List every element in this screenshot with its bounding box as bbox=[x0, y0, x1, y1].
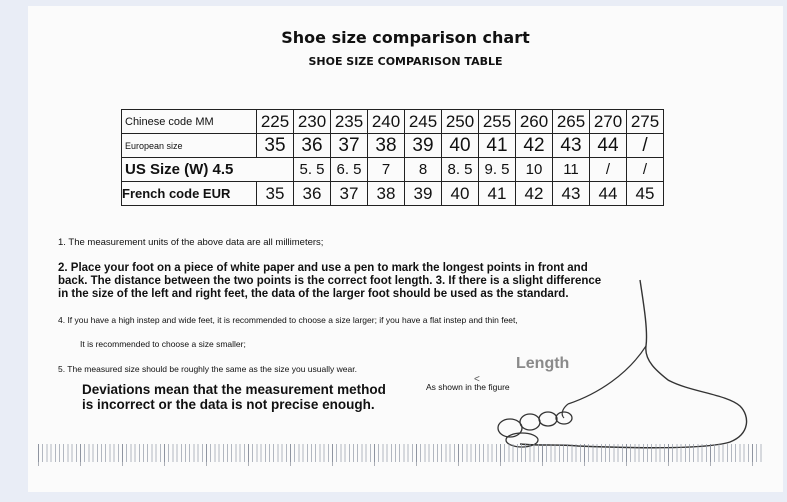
size-row-label: Chinese code MM bbox=[122, 110, 257, 134]
size-row-label: European size bbox=[122, 134, 257, 158]
foot-outline-illustration bbox=[468, 276, 768, 451]
deviation-note bbox=[82, 382, 386, 412]
size-table bbox=[121, 109, 664, 206]
size-cell: 38 bbox=[368, 134, 405, 158]
size-cell: 41 bbox=[479, 134, 516, 158]
size-cell: 40 bbox=[442, 182, 479, 206]
size-cell: 42 bbox=[516, 182, 553, 206]
size-cell: 36 bbox=[294, 182, 331, 206]
size-cell: 11 bbox=[553, 158, 590, 182]
size-cell: 10 bbox=[516, 158, 553, 182]
size-table-row bbox=[122, 158, 664, 182]
size-cell: 7 bbox=[368, 158, 405, 182]
page-subtitle: SHOE SIZE COMPARISON TABLE bbox=[308, 55, 503, 68]
size-cell: 240 bbox=[368, 110, 405, 134]
length-arrow-icon: < bbox=[474, 374, 480, 385]
size-cell: 42 bbox=[516, 134, 553, 158]
note-2-line-1: 2. Place your foot on a piece of white paper and use a pen to mark the longest points in front and bbox=[58, 262, 588, 274]
size-cell: 265 bbox=[553, 110, 590, 134]
size-cell: 39 bbox=[405, 182, 442, 206]
size-cell: 38 bbox=[368, 182, 405, 206]
size-cell: 275 bbox=[627, 110, 664, 134]
size-cell: 225 bbox=[257, 110, 294, 134]
size-cell: 40 bbox=[442, 134, 479, 158]
size-cell: 37 bbox=[331, 134, 368, 158]
size-cell: 37 bbox=[331, 182, 368, 206]
figure-caption: As shown in the figure bbox=[426, 382, 510, 392]
page-title: Shoe size comparison chart bbox=[281, 28, 530, 47]
ruler-major-ticks bbox=[38, 444, 763, 466]
size-cell: 44 bbox=[590, 182, 627, 206]
size-cell: 43 bbox=[553, 134, 590, 158]
size-table-row bbox=[122, 134, 664, 158]
size-cell: 250 bbox=[442, 110, 479, 134]
note-4: 4. If you have a high instep and wide feet, it is recommended to choose a size larger; if you have a flat instep and thin feet, bbox=[58, 315, 518, 325]
deviation-note-line-2: is incorrect or the data is not precise enough. bbox=[82, 397, 375, 412]
size-cell: 35 bbox=[257, 134, 294, 158]
note-4-continued: It is recommended to choose a size smaller; bbox=[80, 339, 246, 349]
size-cell: / bbox=[627, 158, 664, 182]
note-2-line-3: in the size of the left and right feet, the data of the larger foot should be used as the standard. bbox=[58, 288, 569, 300]
size-cell: 5. 5 bbox=[294, 158, 331, 182]
size-chart-sheet bbox=[28, 6, 783, 492]
size-cell: 255 bbox=[479, 110, 516, 134]
size-cell: 8. 5 bbox=[442, 158, 479, 182]
size-table-row bbox=[122, 110, 664, 134]
size-cell: 39 bbox=[405, 134, 442, 158]
note-1: 1. The measurement units of the above data are all millimeters; bbox=[58, 237, 324, 248]
size-cell: 36 bbox=[294, 134, 331, 158]
size-cell: / bbox=[590, 158, 627, 182]
size-cell: 245 bbox=[405, 110, 442, 134]
size-cell: 43 bbox=[553, 182, 590, 206]
size-cell: 9. 5 bbox=[479, 158, 516, 182]
size-cell: 45 bbox=[627, 182, 664, 206]
note-5: 5. The measured size should be roughly the same as the size you usually wear. bbox=[58, 364, 357, 374]
size-cell: 270 bbox=[590, 110, 627, 134]
size-cell bbox=[257, 158, 294, 182]
size-cell: 8 bbox=[405, 158, 442, 182]
size-cell: 260 bbox=[516, 110, 553, 134]
note-2-line-2: back. The distance between the two points is the correct foot length. 3. If there is a slight difference bbox=[58, 275, 602, 287]
size-row-label: US Size (W) 4.5 bbox=[122, 158, 257, 182]
size-cell: 235 bbox=[331, 110, 368, 134]
size-cell: 44 bbox=[590, 134, 627, 158]
length-label: Length bbox=[516, 355, 570, 372]
size-cell: / bbox=[627, 134, 664, 158]
size-table-row bbox=[122, 182, 664, 206]
size-cell: 6. 5 bbox=[331, 158, 368, 182]
deviation-note-line-1: Deviations mean that the measurement method bbox=[82, 382, 386, 397]
size-cell: 41 bbox=[479, 182, 516, 206]
size-cell: 35 bbox=[257, 182, 294, 206]
size-cell: 230 bbox=[294, 110, 331, 134]
size-row-label: French code EUR bbox=[122, 182, 257, 206]
